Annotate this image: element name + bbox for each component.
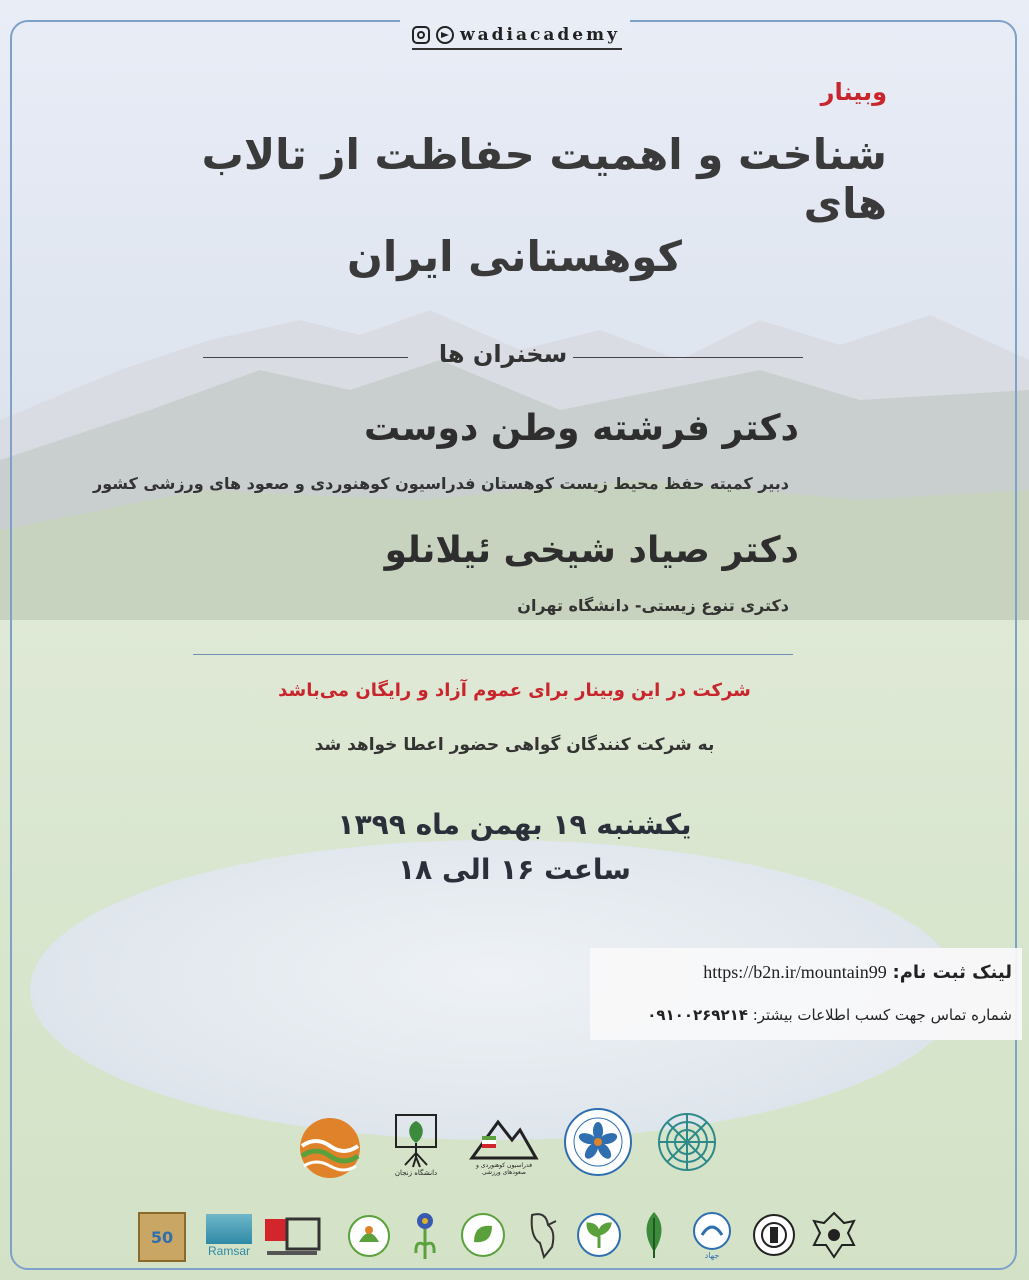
green-circle-logo-icon — [345, 1212, 393, 1260]
free-notice: شرکت در این وبینار برای عموم آزاد و رایگان می‌باشد — [278, 680, 751, 701]
instagram-icon[interactable] — [412, 26, 430, 44]
logo-caption: جهاد — [704, 1250, 720, 1260]
page-title-line1: شناخت و اهمیت حفاظت از تالاب های — [201, 130, 887, 228]
ramsar-logo-icon — [204, 1210, 254, 1262]
tree-roots-logo-icon — [390, 1110, 442, 1180]
certificate-notice: به شرکت کنندگان گواهی حضور اعطا خواهد شد — [314, 735, 715, 755]
brand-handle[interactable] — [412, 22, 622, 50]
registration-label: لینک ثبت نام: — [892, 962, 1012, 983]
page-title-line2: کوهستانی ایران — [347, 232, 682, 281]
speakers-heading: سخنران ها — [438, 340, 568, 368]
leaf-logo-icon — [634, 1206, 674, 1264]
logo-caption: دانشگاه زنجان — [394, 1169, 438, 1177]
brand-name: wadiacademy — [460, 25, 620, 45]
bird-logo-icon — [520, 1206, 564, 1262]
divider — [203, 357, 408, 358]
logo-caption: 50 — [150, 1227, 174, 1247]
telegram-icon[interactable] — [436, 26, 454, 44]
phone-label: شماره تماس جهت کسب اطلاعات بیشتر: — [752, 1006, 1012, 1024]
phone-line — [647, 1006, 1012, 1024]
speaker-name: دکتر فرشته وطن دوست — [363, 408, 799, 449]
leaf-circle-logo-icon — [458, 1210, 508, 1260]
registration-link[interactable]: https://b2n.ir/mountain99 — [703, 962, 887, 982]
divider — [573, 357, 803, 358]
speakers-heading-row — [203, 340, 803, 374]
flower-seal-logo-icon — [562, 1106, 634, 1178]
event-time: ساعت ۱۶ الی ۱۸ — [398, 853, 631, 886]
emblem-logo-icon — [750, 1208, 798, 1262]
mountain-federation-logo-icon — [464, 1108, 544, 1180]
flower-logo-icon — [408, 1208, 442, 1264]
event-date: یکشنبه ۱۹ بهمن ماه ۱۳۹۹ — [337, 808, 692, 841]
webinar-kicker: وبینار — [820, 78, 887, 106]
waves-circle-logo-icon — [296, 1114, 364, 1182]
logo-caption: Ramsar — [207, 1244, 250, 1258]
divider — [193, 654, 793, 655]
speaker-name: دکتر صیاد شیخی ئیلانلو — [384, 530, 799, 571]
rosette-logo-icon — [652, 1106, 722, 1178]
registration-box — [590, 948, 1022, 1040]
sprout-logo-icon — [574, 1210, 624, 1260]
phone-number[interactable]: ۰۹۱۰۰۲۶۹۲۱۴ — [647, 1006, 748, 1024]
speaker-description: دکتری تنوع زیستی- دانشگاه تهران — [517, 596, 789, 615]
logo-caption: فدراسیون کوهنوردی و صعودهای ورزشی — [476, 1162, 532, 1176]
speaker-description: دبیر کمیته حفظ محیط زیست کوهستان فدراسیون کوهنوردی و صعود های ورزشی کشور — [93, 474, 789, 493]
anniversary-50-logo-icon — [138, 1212, 186, 1262]
frame-logo-icon — [262, 1212, 324, 1260]
jihad-logo-icon — [688, 1208, 736, 1262]
registration-line — [703, 962, 1012, 983]
ornament-logo-icon — [808, 1206, 860, 1264]
